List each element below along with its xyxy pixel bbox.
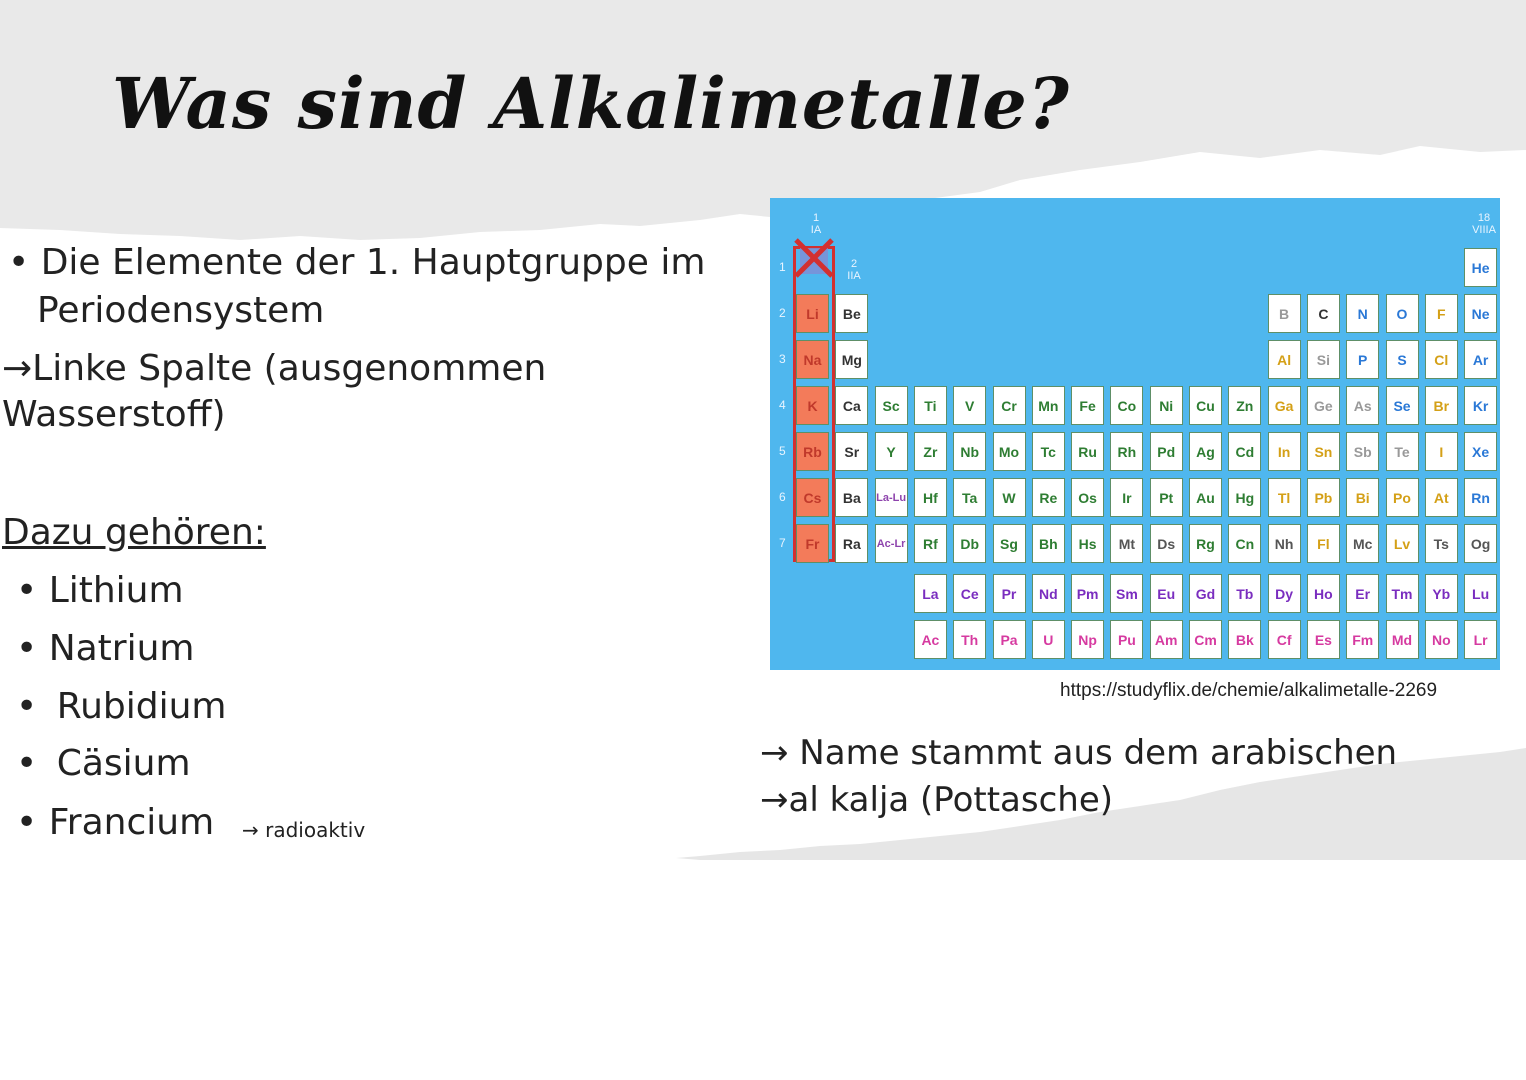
element-rg: Rg [1189, 524, 1222, 563]
element-tc: Tc [1032, 432, 1065, 471]
element-pd: Pd [1150, 432, 1183, 471]
element-mo: Mo [993, 432, 1026, 471]
element-te: Te [1386, 432, 1419, 471]
element-tb: Tb [1228, 574, 1261, 613]
element-ar: Ar [1464, 340, 1497, 379]
element-w: W [993, 478, 1026, 517]
element-c: C [1307, 294, 1340, 333]
group-2-label: 2 IIA [847, 258, 861, 282]
element-ge: Ge [1307, 386, 1340, 425]
bullet-hauptgruppe [8, 242, 705, 283]
bullet-dot: • [16, 570, 38, 611]
element-po: Po [1386, 478, 1419, 517]
element-er: Er [1346, 574, 1379, 613]
element-hs: Hs [1071, 524, 1104, 563]
element-la-lu: La-Lu [875, 478, 908, 517]
element-p: P [1346, 340, 1379, 379]
element-nb: Nb [953, 432, 986, 471]
element-hf: Hf [914, 478, 947, 517]
member-caesium [16, 743, 191, 784]
element-cr: Cr [993, 386, 1026, 425]
element-ho: Ho [1307, 574, 1340, 613]
period-number: 4 [779, 398, 786, 412]
element-ni: Ni [1150, 386, 1183, 425]
element-pt: Pt [1150, 478, 1183, 517]
name-origin-line-1: → Name stammt aus dem arabischen [760, 733, 1398, 773]
bullet-dot: • [16, 743, 38, 784]
element-ag: Ag [1189, 432, 1222, 471]
element-tm: Tm [1386, 574, 1419, 613]
element-ir: Ir [1110, 478, 1143, 517]
element-np: Np [1071, 620, 1104, 659]
element-bi: Bi [1346, 478, 1379, 517]
element-cf: Cf [1268, 620, 1301, 659]
element-rf: Rf [914, 524, 947, 563]
element-mg: Mg [835, 340, 868, 379]
element-br: Br [1425, 386, 1458, 425]
bullet-text-line2: Periodensystem [37, 290, 325, 331]
element-ba: Ba [835, 478, 868, 517]
element-ce: Ce [953, 574, 986, 613]
page-title: Was sind Alkalimetalle? [112, 62, 1070, 145]
element-es: Es [1307, 620, 1340, 659]
group-1-label: 1 IA [810, 212, 822, 236]
element-pu: Pu [1110, 620, 1143, 659]
period-number: 1 [779, 260, 786, 274]
element-fl: Fl [1307, 524, 1340, 563]
element-he: He [1464, 248, 1497, 287]
member-francium [16, 802, 214, 843]
element-be: Be [835, 294, 868, 333]
element-pa: Pa [993, 620, 1026, 659]
member-rubidium [16, 686, 227, 727]
element-f: F [1425, 294, 1458, 333]
element-ac: Ac [914, 620, 947, 659]
element-ds: Ds [1150, 524, 1183, 563]
element-ta: Ta [953, 478, 986, 517]
element-tl: Tl [1268, 478, 1301, 517]
member-label: Natrium [48, 628, 195, 669]
element-cd: Cd [1228, 432, 1261, 471]
element-v: V [953, 386, 986, 425]
member-natrium [16, 628, 194, 669]
element-md: Md [1386, 620, 1419, 659]
element-sg: Sg [993, 524, 1026, 563]
period-number: 3 [779, 352, 786, 366]
element-y: Y [875, 432, 908, 471]
period-number: 6 [779, 490, 786, 504]
element-b: B [1268, 294, 1301, 333]
element-nh: Nh [1268, 524, 1301, 563]
element-ru: Ru [1071, 432, 1104, 471]
element-lu: Lu [1464, 574, 1497, 613]
element-pb: Pb [1307, 478, 1340, 517]
element-no: No [1425, 620, 1458, 659]
element-u: U [1032, 620, 1065, 659]
element-db: Db [953, 524, 986, 563]
element-cu: Cu [1189, 386, 1222, 425]
element-am: Am [1150, 620, 1183, 659]
name-origin-line-2: →al kalja (Pottasche) [760, 780, 1114, 820]
arrow-line-2: Wasserstoff) [2, 394, 226, 435]
element-lr: Lr [1464, 620, 1497, 659]
element-th: Th [953, 620, 986, 659]
element-li: Li [796, 294, 829, 333]
element-ca: Ca [835, 386, 868, 425]
element-mn: Mn [1032, 386, 1065, 425]
arrow-line-1: →Linke Spalte (ausgenommen [2, 348, 547, 389]
element-sm: Sm [1110, 574, 1143, 613]
element-pm: Pm [1071, 574, 1104, 613]
member-label: Lithium [48, 570, 184, 611]
element-cl: Cl [1425, 340, 1458, 379]
element-s: S [1386, 340, 1419, 379]
bullet-text-line1: Die Elemente der 1. Hauptgruppe im [40, 242, 706, 283]
element-rb: Rb [796, 432, 829, 471]
bullet-dot: • [16, 686, 38, 727]
element-ga: Ga [1268, 386, 1301, 425]
period-number: 7 [779, 536, 786, 550]
element-gd: Gd [1189, 574, 1222, 613]
element-hg: Hg [1228, 478, 1261, 517]
period-number: 2 [779, 306, 786, 320]
element-dy: Dy [1268, 574, 1301, 613]
element-cm: Cm [1189, 620, 1222, 659]
element-se: Se [1386, 386, 1419, 425]
member-label: Cäsium [56, 743, 191, 784]
element-xe: Xe [1464, 432, 1497, 471]
element-k: K [796, 386, 829, 425]
element-as: As [1346, 386, 1379, 425]
element-si: Si [1307, 340, 1340, 379]
element-os: Os [1071, 478, 1104, 517]
element-co: Co [1110, 386, 1143, 425]
element-rh: Rh [1110, 432, 1143, 471]
element-bk: Bk [1228, 620, 1261, 659]
element-pr: Pr [993, 574, 1026, 613]
francium-note: → radioaktiv [242, 818, 366, 842]
element-kr: Kr [1464, 386, 1497, 425]
element-ne: Ne [1464, 294, 1497, 333]
element-au: Au [1189, 478, 1222, 517]
image-source-link[interactable]: https://studyflix.de/chemie/alkalimetalle-2269 [1060, 680, 1438, 701]
hydrogen-cross-icon [792, 236, 836, 280]
member-lithium [16, 570, 184, 611]
element-ti: Ti [914, 386, 947, 425]
group-18-label: 18 VIIIA [1472, 212, 1496, 236]
element-eu: Eu [1150, 574, 1183, 613]
periodic-table-image [770, 198, 1500, 670]
element-yb: Yb [1425, 574, 1458, 613]
element-la: La [914, 574, 947, 613]
element-sn: Sn [1307, 432, 1340, 471]
members-heading: Dazu gehören: [2, 512, 266, 553]
element-na: Na [796, 340, 829, 379]
bullet-dot: • [8, 242, 30, 283]
element-i: I [1425, 432, 1458, 471]
element-al: Al [1268, 340, 1301, 379]
element-bh: Bh [1032, 524, 1065, 563]
element-sr: Sr [835, 432, 868, 471]
member-label: Rubidium [56, 686, 227, 727]
member-label: Francium [48, 802, 215, 843]
element-re: Re [1032, 478, 1065, 517]
period-number: 5 [779, 444, 786, 458]
element-mt: Mt [1110, 524, 1143, 563]
element-in: In [1268, 432, 1301, 471]
element-ra: Ra [835, 524, 868, 563]
element-o: O [1386, 294, 1419, 333]
element-sb: Sb [1346, 432, 1379, 471]
element-cn: Cn [1228, 524, 1261, 563]
element-zn: Zn [1228, 386, 1261, 425]
element-zr: Zr [914, 432, 947, 471]
element-at: At [1425, 478, 1458, 517]
element-rn: Rn [1464, 478, 1497, 517]
element-lv: Lv [1386, 524, 1419, 563]
element-nd: Nd [1032, 574, 1065, 613]
bullet-dot: • [16, 802, 38, 843]
element-n: N [1346, 294, 1379, 333]
element-fr: Fr [796, 524, 829, 563]
element-cs: Cs [796, 478, 829, 517]
element-og: Og [1464, 524, 1497, 563]
bullet-dot: • [16, 628, 38, 669]
element-mc: Mc [1346, 524, 1379, 563]
element-fm: Fm [1346, 620, 1379, 659]
element-sc: Sc [875, 386, 908, 425]
element-fe: Fe [1071, 386, 1104, 425]
element-ac-lr: Ac-Lr [875, 524, 908, 563]
element-ts: Ts [1425, 524, 1458, 563]
